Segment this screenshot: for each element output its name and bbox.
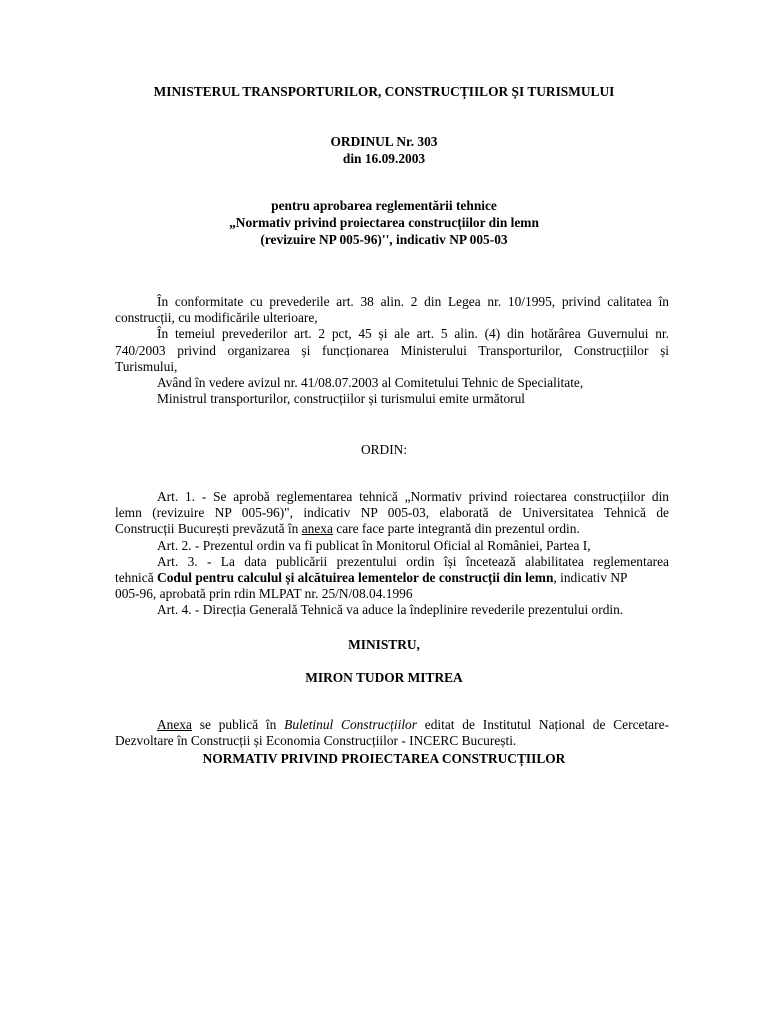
- art2: Art. 2. - Prezentul ordin va fi publicat în Monitorul Oficial al României, Partea I,: [157, 537, 591, 553]
- art3-line1: Art. 3. - La data publicării prezentului ordin își încetează alabilitatea reglementarea: [157, 553, 669, 569]
- art3-text-post: , indicativ NP: [553, 570, 628, 586]
- annex-line1: [115, 717, 669, 733]
- purpose-line-3: (revizuire NP 005-96)'', indicativ NP 005-03: [260, 232, 508, 247]
- preamble-p1-line2: construcții, cu modificările ulterioare,: [115, 310, 318, 326]
- art4: Art. 4. - Direcția Generală Tehnică va aduce la îndeplinire revederile prezentului ordin.: [157, 602, 624, 618]
- annex-note: [115, 717, 669, 749]
- art1-line1: Art. 1. - Se aprobă reglementarea tehnică „Normativ privind roiectarea construcțiilor din: [157, 489, 669, 504]
- annex-text-mid: se publică în: [199, 717, 277, 732]
- art3-text-pre: tehnică: [115, 570, 154, 586]
- order-number: ORDINUL Nr. 303: [330, 134, 438, 149]
- order-date: din 16.09.2003: [342, 151, 426, 166]
- preamble: [115, 294, 669, 407]
- ordin-heading: ORDIN:: [360, 442, 408, 457]
- annex-text-post: editat de Institutul Național de Cercetare-: [424, 717, 669, 732]
- art3-line3: 005-96, aprobată prin rdin MLPAT nr. 25/N/08.04.1996: [115, 586, 413, 602]
- art3-line2: [115, 570, 669, 586]
- preamble-p1-line1: În conformitate cu prevederile art. 38 alin. 2 din Legea nr. 10/1995, privind calitatea în: [157, 294, 669, 309]
- signature-name: MIRON TUDOR MITREA: [305, 670, 463, 685]
- annex-link[interactable]: Anexa: [157, 717, 192, 732]
- preamble-p2-line3: Turismului,: [115, 358, 178, 374]
- articles: [115, 489, 669, 619]
- preamble-p3: Având în vedere avizul nr. 41/08.07.2003 al Comitetului Tehnic de Specialitate,: [157, 375, 584, 391]
- preamble-p4: Ministrul transporturilor, construcțiilor și turismului emite următorul: [157, 391, 526, 407]
- normative-heading: NORMATIV PRIVIND PROIECTAREA CONSTRUCȚIILOR: [202, 751, 566, 766]
- art1-line3: [115, 521, 669, 537]
- ministry-title: MINISTERUL TRANSPORTURILOR, CONSTRUCȚIILOR ȘI TURISMULUI: [153, 84, 615, 99]
- art3-code-title: Codul pentru calculul și alcătuirea lementelor de construcții din lemn: [157, 570, 554, 586]
- art1-line2: lemn (revizuire NP 005-96)", indicativ NP 005-03, elaborată de Universitatea Tehnică de: [115, 505, 669, 521]
- preamble-p2-line2: 740/2003 privind organizarea și funcționarea Ministerului Transporturilor, Construcțiilor și: [115, 342, 669, 358]
- purpose-line-2: „Normativ privind proiectarea construcțiilor din lemn: [229, 215, 539, 230]
- purpose-line-1: pentru aprobarea reglementării tehnice: [271, 198, 497, 213]
- annex-line2: Dezvoltare în Construcții și Economia Construcțiilor - INCERC București.: [115, 733, 517, 749]
- signature-title: MINISTRU,: [348, 637, 420, 652]
- bulletin-title: Buletinul Construcțiilor: [284, 717, 417, 732]
- preamble-p2-line1: În temeiul prevederilor art. 2 pct, 45 și ale art. 5 alin. (4) din hotărârea Guvernului nr.: [157, 326, 669, 342]
- anexa-link[interactable]: anexa: [301, 521, 333, 537]
- art1-text-pre: Construcții București prevăzută în: [115, 521, 299, 537]
- art1-text-post: care face parte integrantă din prezentul ordin.: [336, 521, 580, 537]
